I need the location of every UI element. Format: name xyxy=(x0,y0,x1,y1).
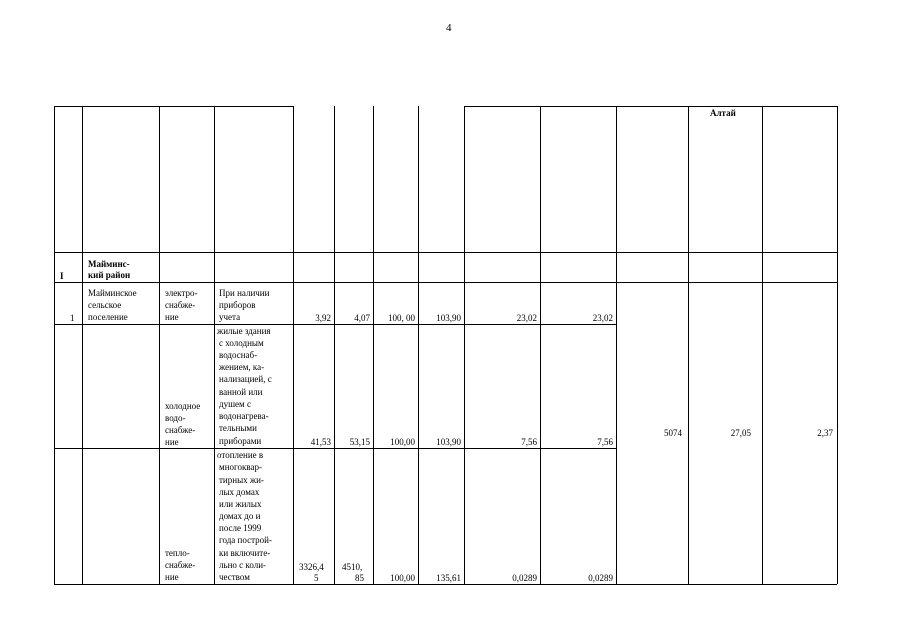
col-divider xyxy=(159,106,160,584)
condition-line: или жилых xyxy=(219,499,262,509)
condition-line: жением, ка- xyxy=(219,362,265,372)
value-cell-line: 4510, xyxy=(342,562,363,572)
condition-line: учета xyxy=(219,312,241,322)
section-title-line1: Майминс- xyxy=(88,259,130,269)
settlement-line: Майминское xyxy=(88,288,137,298)
condition-line: многоквар- xyxy=(219,462,262,472)
col-divider xyxy=(418,106,419,584)
col-divider xyxy=(373,106,374,584)
value-cell: 41,53 xyxy=(310,437,331,447)
value-cell-line: 85 xyxy=(355,573,364,583)
condition-line: ки включите- xyxy=(219,548,271,558)
value-cell: 0,0289 xyxy=(588,573,613,583)
value-cell: 103,90 xyxy=(436,437,461,447)
value-cell: 4,07 xyxy=(354,313,370,323)
condition-line: тельными xyxy=(219,423,257,433)
service-line: тепло- xyxy=(165,548,190,558)
table-top-border-right xyxy=(464,106,837,107)
service-line: электро- xyxy=(165,288,198,298)
row-number: 1 xyxy=(70,313,75,323)
service-line: ние xyxy=(165,572,179,582)
value-cell: 23,02 xyxy=(592,313,613,323)
value-cell: 3,92 xyxy=(315,313,331,323)
condition-line: водонагрева- xyxy=(219,411,269,421)
population-value: 5074 xyxy=(664,428,682,438)
condition-line: нализацией, с xyxy=(219,374,272,384)
settlement-line: поселение xyxy=(88,312,128,322)
value-cell: 100,00 xyxy=(390,573,415,583)
col-divider xyxy=(334,106,335,584)
col-divider xyxy=(82,106,83,584)
value-cell: 135,61 xyxy=(436,573,461,583)
col-divider xyxy=(688,106,689,584)
condition-line: водоснаб- xyxy=(219,350,258,360)
service-line: ние xyxy=(165,312,179,322)
col-divider xyxy=(214,106,215,584)
value-cell: 23,02 xyxy=(516,313,537,323)
condition-line: приборов xyxy=(219,300,256,310)
col-divider xyxy=(762,106,763,584)
service-line: водо- xyxy=(165,413,186,423)
value-cell-line: 3326,4 xyxy=(299,562,324,572)
region-header: Алтай xyxy=(710,108,736,118)
condition-line: отопление в xyxy=(217,450,264,460)
row-divider xyxy=(54,282,837,283)
value-cell: 0,0289 xyxy=(512,573,537,583)
condition-line: лых домах xyxy=(219,487,260,497)
section-number: I xyxy=(60,271,64,281)
settlement-line: сельское xyxy=(88,300,122,310)
condition-line: ванной или xyxy=(219,387,263,397)
value-cell: 103,90 xyxy=(436,313,461,323)
condition-line: с холодным xyxy=(219,338,264,348)
value-cell: 7,56 xyxy=(597,437,613,447)
value-cell: 100,00 xyxy=(390,437,415,447)
row-divider xyxy=(54,252,837,253)
col-divider xyxy=(540,106,541,584)
page-number: 4 xyxy=(446,22,452,34)
value-cell: 7,56 xyxy=(521,437,537,447)
col-divider xyxy=(837,106,838,584)
condition-line: после 1999 xyxy=(219,523,262,533)
value-cell-line: 5 xyxy=(314,573,319,583)
table-top-border-left xyxy=(54,106,293,107)
index-value: 2,37 xyxy=(817,428,833,438)
col-divider xyxy=(616,106,617,584)
condition-line: чеством xyxy=(219,572,250,582)
condition-line: домах до и xyxy=(219,511,261,521)
condition-line: льно с коли- xyxy=(219,560,267,570)
condition-line: душем с xyxy=(219,399,251,409)
service-line: холодное xyxy=(165,401,201,411)
condition-line: года построй- xyxy=(219,535,272,545)
service-line: снабже- xyxy=(165,425,196,435)
percent-value: 27,05 xyxy=(730,428,751,438)
col-divider xyxy=(54,106,55,584)
section-title-line2: кий район xyxy=(88,270,131,280)
condition-line: При наличии xyxy=(219,288,270,298)
value-cell: 53,15 xyxy=(349,437,370,447)
col-divider xyxy=(464,106,465,584)
condition-line: тирных жи- xyxy=(219,475,264,485)
service-line: снабже- xyxy=(165,300,196,310)
service-line: снабже- xyxy=(165,560,196,570)
service-line: ние xyxy=(165,437,179,447)
col-divider xyxy=(293,106,294,584)
condition-line: приборами xyxy=(219,436,262,446)
value-cell: 100, 00 xyxy=(388,313,415,323)
condition-line: жилые здания xyxy=(217,326,271,336)
